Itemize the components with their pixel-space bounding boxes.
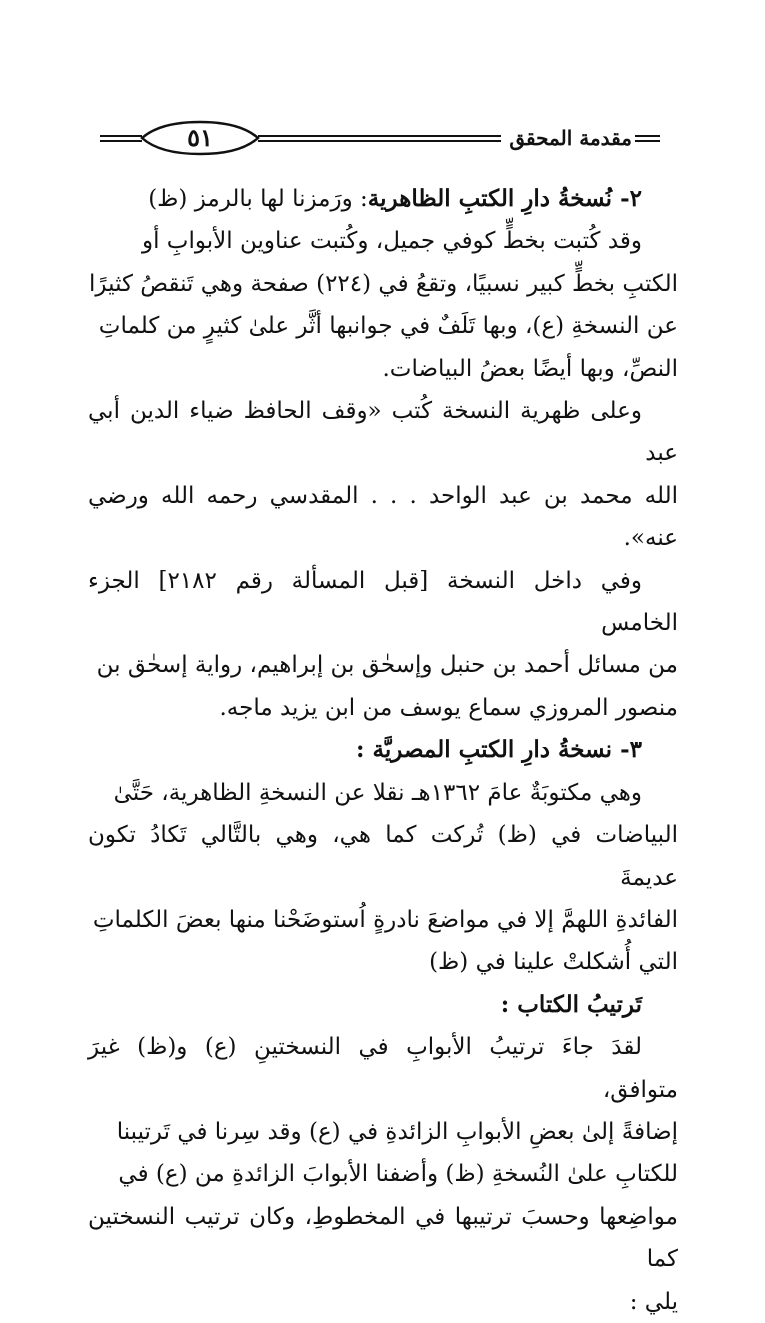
paragraph-zahiriya-contents bbox=[88, 560, 678, 730]
section-heading-book-order: تَرتيبُ الكتاب : bbox=[500, 990, 642, 1018]
text-line: الكتبِ بخطٍّ كبير نسبيًا، وتقعُ في (٢٢٤) صفحة وهي تَنقصُ كثيرًا bbox=[89, 270, 678, 297]
page-body bbox=[88, 178, 678, 1323]
text-line: الله محمد بن عبد الواحد . . . المقدسي رحمه الله ورضي عنه». bbox=[88, 482, 678, 552]
paragraph-zahiriya-description bbox=[88, 220, 678, 390]
text-line: لقدَ جاءَ ترتيبُ الأبوابِ في النسختينِ (ع) و(ظ) غيرَ متوافق، bbox=[88, 1034, 678, 1103]
section-heading-egyptian: ٣- نسخةُ دارِ الكتبِ المصريَّة : bbox=[356, 736, 642, 764]
section-heading-zahiriya bbox=[88, 178, 678, 220]
running-title: مقدمة المحقق bbox=[501, 122, 632, 154]
text-line: الفائدةِ اللهمَّ إلا في مواضعَ نادرةٍ اُستوضَحْنا منها بعضَ الكلماتِ bbox=[92, 906, 678, 933]
text-line: وقد كُتبت بخطٍّ كوفي جميل، وكُتبت عناوين الأبوابِ أو bbox=[142, 228, 642, 255]
text-line: التي أُشكلتْ علينا في (ظ) bbox=[429, 949, 678, 976]
text-line: النصِّ، وبها أيضًا بعضُ البياضات. bbox=[382, 355, 678, 382]
text-line: عن النسخةِ (ع)، وبها تَلَفٌ في جوانبها أثَّر علىٰ كثيرٍ من كلماتِ bbox=[98, 313, 678, 340]
paragraph-zahiriya-endowment bbox=[88, 390, 678, 560]
text-line: البياضات في (ظ) تُركت كما هي، وهي بالتَّالي تَكادُ تكون عديمةَ bbox=[88, 822, 678, 891]
text-line: للكتابِ علىٰ النُسخةِ (ظ) وأضفنا الأبوابَ الزائدةِ من (ع) في bbox=[118, 1161, 678, 1188]
text-line: وفي داخل النسخة [قبل المسألة رقم ٢١٨٢] الجزء الخامس bbox=[88, 567, 678, 637]
paragraph-book-order bbox=[88, 1026, 678, 1323]
text-line: يلي : bbox=[629, 1288, 678, 1315]
paragraph-egyptian-description bbox=[88, 772, 678, 984]
text-line: منصور المروزي سماع يوسف من ابن يزيد ماجه. bbox=[219, 694, 678, 721]
section-heading-text: ٢- نُسخةُ دارِ الكتبِ الظاهرية bbox=[367, 185, 642, 212]
text-line: وعلى ظهرية النسخة كُتب «وقف الحافظ ضياء الدين أبي عبد bbox=[88, 398, 678, 467]
page-number: ٥١ bbox=[187, 123, 213, 152]
text-line: إضافةً إلىٰ بعضِ الأبوابِ الزائدةِ في (ع) وقد سِرنا في تَرتيبنا bbox=[116, 1118, 678, 1145]
page-header bbox=[100, 118, 660, 158]
text-line: وهي مكتوبَةٌ عامَ ١٣٦٢هـ نقلا عن النسخةِ الظاهرية، حَتَّىٰ bbox=[113, 779, 642, 806]
text-line: من مسائل أحمد بن حنبل وإسحٰق بن إبراهيم، رواية إسحٰق بن bbox=[96, 652, 678, 679]
text-line: مواضِعها وحسبَ ترتيبها في المخطوطِ، وكان ترتيب النسختين كما bbox=[88, 1203, 678, 1273]
section-heading-suffix: : ورَمزنا لها بالرمز (ظ) bbox=[148, 186, 368, 212]
